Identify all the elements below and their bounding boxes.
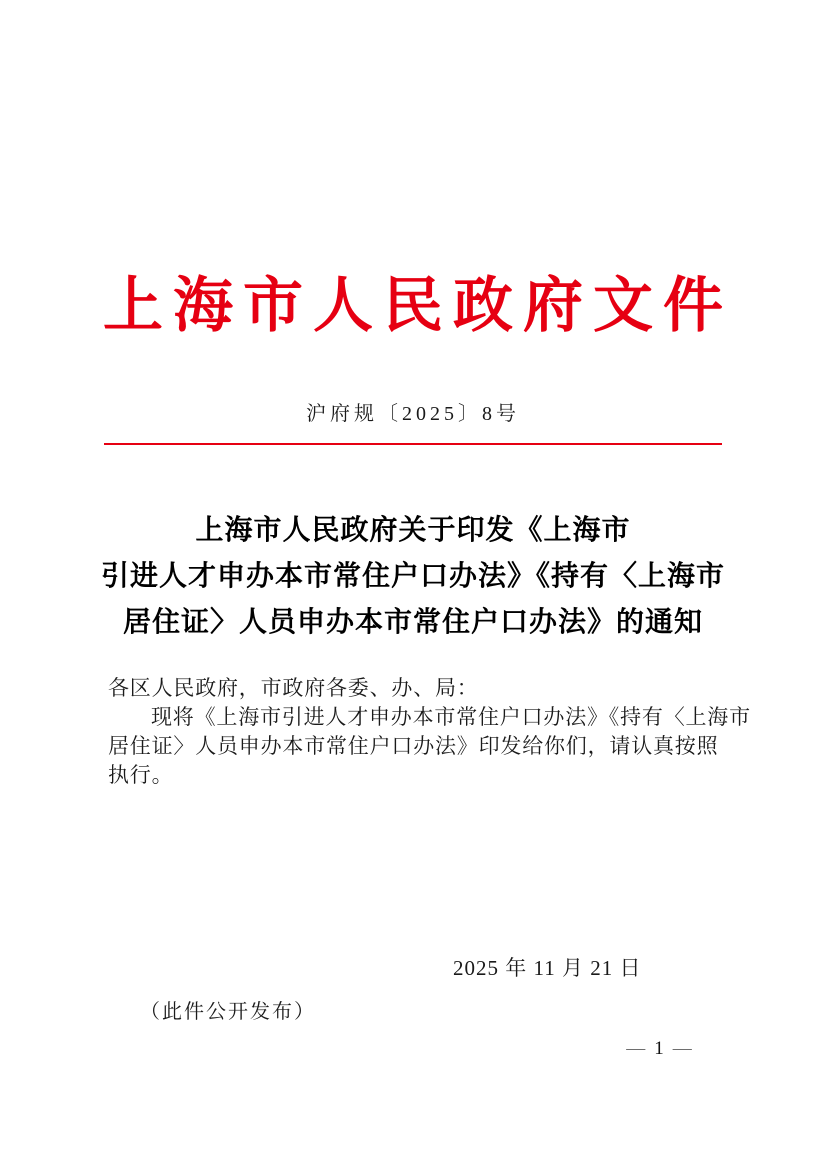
- document-title-line-1: 上海市人民政府关于印发《上海市: [195, 515, 631, 546]
- document-title-line-3: 居住证〉人员申办本市常住户口办法》的通知: [122, 607, 703, 638]
- body-paragraph-line-3: 执行。: [108, 763, 174, 787]
- red-separator-line: [104, 443, 722, 445]
- body-paragraph-line-1: 现将《上海市引进人才申办本市常住户口办法》《持有〈上海市: [151, 705, 751, 729]
- page-number-right-dash: —: [672, 1038, 692, 1059]
- agency-banner-title: 上海市人民政府文件: [103, 273, 733, 339]
- salutation-line: 各区人民政府，市政府各委、办、局：: [108, 676, 479, 700]
- page-number: [599, 1038, 719, 1061]
- page-number-value: 1: [654, 1038, 664, 1059]
- public-release-note: （此件公开发布）: [140, 1001, 316, 1023]
- document-body: [108, 674, 751, 790]
- issue-date: 2025 年 11 月 21 日: [453, 956, 642, 980]
- page-number-left-dash: —: [626, 1038, 646, 1059]
- document-title-line-2: 引进人才申办本市常住户口办法》《持有〈上海市: [100, 561, 725, 592]
- body-paragraph-line-2: 居住证〉人员申办本市常住户口办法》印发给你们，请认真按照: [108, 734, 719, 758]
- document-number: 沪府规〔2025〕8号: [306, 403, 520, 425]
- document-title: [40, 508, 786, 646]
